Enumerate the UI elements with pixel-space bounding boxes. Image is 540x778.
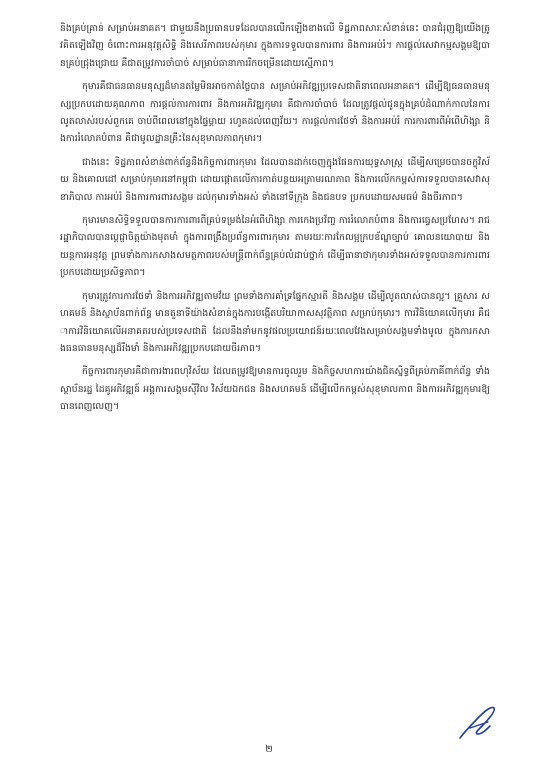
page-number: ២ <box>265 744 273 755</box>
signature-mark <box>452 700 498 746</box>
paragraph-4: កុមារមានសិទ្ធិទទួលបានការការពារពីគ្រប់ទម្រង់នៃអំពើហិង្សា ការកេងប្រវ័ញ្ច ការរំលោភបំពាន និងការធ្វេសប្រហែស។ រាជរដ្ឋាភិបាលបានប្តេជ្ញាចិត្តយ៉ាងមុតមាំ ក្នុងការពង្រឹងប្រព័ន្ធការពារកុមារ តាមរយៈការកែលម្អក្របខ័ណ្ឌច្បាប់ គោលនយោបាយ និងយន្តការអនុវត្ត ព្រមទាំងការកសាងសមត្ថភាពរបស់មន្ត្រីពាក់ព័ន្ធគ្រប់លំដាប់ថ្នាក់ ដើម្បីធានាថាកុមារទាំងអស់ទទួលបានការការពារប្រកបដោយប្រសិទ្ធភាព។ <box>60 215 490 279</box>
paragraph-6: កិច្ចការពារកុមារគឺជាការងារពហុវិស័យ ដែលតម្រូវឱ្យមានការចូលរួម និងកិច្ចសហការយ៉ាងជិតស្និទ្ធពីគ្រប់ភាគីពាក់ព័ន្ធ ទាំងស្ថាប័នរដ្ឋ ដៃគូអភិវឌ្ឍន៍ អង្គការសង្គមស៊ីវិល វិស័យឯកជន និងសហគមន៍ ដើម្បីលើកកម្ពស់សុខុមាលភាព និងការអភិវឌ្ឍកុមារឱ្យបានពេញលេញ។ <box>60 366 490 413</box>
paragraph-3: ជាងនេះ ទិដ្ឋភាពសំខាន់ពាក់ព័ន្ធនឹងកិច្ចការពារកុមារ ដែលបានដាក់ចេញក្នុងផែនការយុទ្ធសាស្ត្រ ដើម្បីសម្រេចបានចក្ខុវិស័យ និងគោលដៅ សម្រាប់កុមារនៅកម្ពុជា ដោយផ្តោតលើការកាត់បន្ថយអត្រាមរណភាព និងការលើកកម្ពស់ការទទួលបានសេវាសុខាភិបាល ការអប់រំ និងការការពារសង្គម ដល់កុមារទាំងអស់ ទាំងនៅទីក្រុង និងជនបទ ប្រកបដោយសមធម៌ និងចីរភាព។ <box>60 156 490 203</box>
paragraph-5: កុមារត្រូវការការថែទាំ និងការអភិវឌ្ឍតាមវ័យ ព្រមទាំងការគាំទ្រផ្នែកស្មារតី និងសង្គម ដើម្បីលូតលាស់បានល្អ។ គ្រួសារ សហគមន៍ និងស្ថាប័នពាក់ព័ន្ធ មានតួនាទីយ៉ាងសំខាន់ក្នុងការបង្កើតបរិយាកាសសុវត្ថិភាព សម្រាប់កុមារ។ ការវិនិយោគលើកុមារ គឺជាការវិនិយោគលើអនាគតរបស់ប្រទេសជាតិ ដែលនឹងនាំមកនូវផលប្រយោជន៍រយៈពេលវែងសម្រាប់សង្គមទាំងមូល ក្នុងការកសាងធនធានមនុស្សដ៏រឹងមាំ និងការអភិវឌ្ឍប្រកបដោយចីរភាព។ <box>60 290 490 354</box>
paragraph-1: និងគ្រប់គ្រាន់ សម្រាប់អនាគត។ ជាមួយនឹងប្រធានបទដែលបានលើកឡើងខាងលើ ទិដ្ឋភាពសារៈសំខាន់នេះ បានជំរុញឱ្យយើងត្រូវគិតឡើងវិញ ចំពោះការអនុវត្តសិទ្ធិ និងសេរីភាពរបស់កុមារ ក្នុងការទទួលបានការពារ និងការអប់រំ។ ការផ្តល់សេវាកម្មសង្គមឱ្យបានគ្រប់ជ្រុងជ្រោយ គឺជាតម្រូវការចាំបាច់ សម្រាប់ធានាការរីកចម្រើនដោយស្មើភាព។ <box>60 23 490 69</box>
paragraph-2: កុមារគឺជាធនធានមនុស្សដ៏មានតម្លៃមិនអាចកាត់ថ្លៃបាន សម្រាប់អភិវឌ្ឍប្រទេសជាតិនាពេលអនាគត។ ដើម្បីឱ្យធនធានមនុស្សប្រកបដោយគុណភាព ការផ្តល់ការការពារ និងការអភិវឌ្ឍកុមារ គឺជាការចាំបាច់ ដែលត្រូវផ្តល់ជូនក្នុងគ្រប់ដំណាក់កាលនៃការលូតលាស់របស់ពួកគេ ចាប់ពីពេលនៅក្នុងផ្ទៃម្តាយ រហូតដល់ពេញវ័យ។ ការផ្តល់ការថែទាំ និងការអប់រំ ការការពារពីអំពើហិង្សា និងការរំលោភបំពាន គឺជាមូលដ្ឋានគ្រឹះនៃសុខុមាលភាពកុមារ។ <box>60 81 490 145</box>
